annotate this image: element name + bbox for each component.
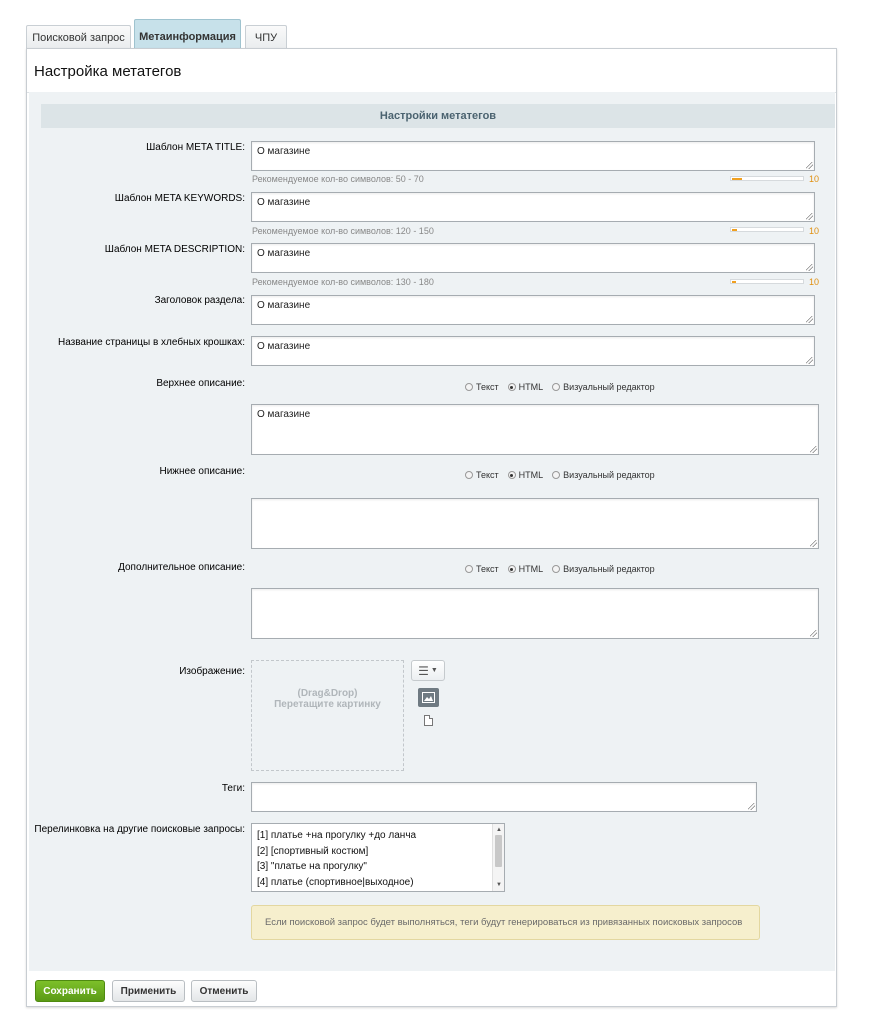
tab-label: Поисковой запрос xyxy=(32,31,125,44)
image-label: Изображение: xyxy=(179,666,245,677)
radio-text[interactable] xyxy=(465,471,473,479)
radio-text[interactable] xyxy=(465,565,473,573)
cancel-button[interactable]: Отменить xyxy=(191,980,257,1002)
radio-visual[interactable] xyxy=(552,565,560,573)
bottom-description-mode xyxy=(465,470,664,480)
mode-text-option[interactable]: Текст xyxy=(465,470,499,480)
extra-description-mode xyxy=(465,564,664,574)
linking-label: Перелинковка на другие поисковые запросы: xyxy=(34,824,245,835)
meta-title-hint: Рекомендуемое кол-во символов: 50 - 70 xyxy=(252,174,424,184)
tags-input[interactable] xyxy=(251,782,757,812)
resize-grip[interactable] xyxy=(806,357,813,364)
meta-description-input[interactable]: О магазине xyxy=(251,243,815,273)
radio-html[interactable] xyxy=(508,565,516,573)
image-dropzone[interactable] xyxy=(251,660,404,771)
dropzone-text-1: (Drag&Drop) xyxy=(297,688,358,699)
tab-label: ЧПУ xyxy=(254,31,278,44)
resize-grip[interactable] xyxy=(810,630,817,637)
meta-title-input[interactable]: О магазине xyxy=(251,141,815,171)
top-description-mode xyxy=(465,382,664,392)
meta-description-count: 10 xyxy=(809,277,820,287)
mode-html-option[interactable]: HTML xyxy=(508,564,544,574)
meta-description-hint: Рекомендуемое кол-во символов: 130 - 180 xyxy=(252,277,434,287)
meta-title-count: 10 xyxy=(809,174,820,184)
radio-text[interactable] xyxy=(465,383,473,391)
breadcrumb-name-input[interactable]: О магазине xyxy=(251,336,815,366)
top-description-editor[interactable]: О магазине xyxy=(251,404,819,455)
tab-search-query[interactable] xyxy=(26,25,131,49)
radio-visual[interactable] xyxy=(552,383,560,391)
breadcrumb-name-label: Название страницы в хлебных крошках: xyxy=(57,337,245,348)
bottom-description-editor[interactable] xyxy=(251,498,819,549)
mode-html-option[interactable]: HTML xyxy=(508,470,544,480)
image-icon xyxy=(422,692,435,703)
scroll-up-icon[interactable]: ▲ xyxy=(496,827,502,833)
section-header: Настройки метатегов xyxy=(41,104,835,128)
dropzone-text-2: Перетащите картинку xyxy=(274,699,381,710)
scroll-thumb[interactable] xyxy=(495,835,502,867)
scroll-down-icon[interactable]: ▼ xyxy=(496,882,502,888)
resize-grip[interactable] xyxy=(806,213,813,220)
resize-grip[interactable] xyxy=(810,540,817,547)
list-item[interactable]: [1] платье +на прогулку +до ланча xyxy=(257,830,417,841)
radio-html[interactable] xyxy=(508,383,516,391)
top-description-label: Верхнее описание: xyxy=(156,378,245,389)
mode-html-option[interactable]: HTML xyxy=(508,382,544,392)
meta-title-progress xyxy=(730,176,804,181)
mode-visual-option[interactable]: Визуальный редактор xyxy=(552,564,655,574)
file-icon[interactable] xyxy=(424,715,433,726)
meta-title-label: Шаблон META TITLE: xyxy=(146,142,245,153)
resize-grip[interactable] xyxy=(806,162,813,169)
radio-html[interactable] xyxy=(508,471,516,479)
mode-text-option[interactable]: Текст xyxy=(465,382,499,392)
linking-listbox[interactable] xyxy=(251,823,505,892)
apply-button[interactable]: Применить xyxy=(112,980,185,1002)
extra-description-editor[interactable] xyxy=(251,588,819,639)
listbox-scrollbar[interactable] xyxy=(492,824,504,891)
radio-visual[interactable] xyxy=(552,471,560,479)
caret-down-icon: ▼ xyxy=(430,667,438,674)
mode-visual-option[interactable]: Визуальный редактор xyxy=(552,382,655,392)
image-gallery-button[interactable] xyxy=(418,688,439,707)
panel-title: Настройка метатегов xyxy=(34,63,182,80)
meta-keywords-count: 10 xyxy=(809,226,820,236)
list-item[interactable]: [2] [спортивный костюм] xyxy=(257,845,369,857)
resize-grip[interactable] xyxy=(806,264,813,271)
meta-description-progress xyxy=(730,279,804,284)
save-button[interactable]: Сохранить xyxy=(35,980,105,1002)
extra-description-label: Дополнительное описание: xyxy=(118,562,245,573)
bottom-description-label: Нижнее описание: xyxy=(159,466,245,477)
hamburger-icon: ☰ xyxy=(418,663,429,678)
resize-grip[interactable] xyxy=(748,803,755,810)
tab-label: Метаинформация xyxy=(139,30,236,43)
resize-grip[interactable] xyxy=(810,446,817,453)
meta-keywords-hint: Рекомендуемое кол-во символов: 120 - 150 xyxy=(252,226,434,236)
resize-grip[interactable] xyxy=(806,316,813,323)
info-note: Если поисковой запрос будет выполняться, теги будут генерироваться из привязанных поисковых запросов xyxy=(251,905,760,940)
meta-keywords-progress xyxy=(730,227,804,232)
meta-keywords-label: Шаблон META KEYWORDS: xyxy=(114,193,245,204)
meta-keywords-input[interactable]: О магазине xyxy=(251,192,815,222)
section-header-label: Заголовок раздела: xyxy=(154,295,245,306)
mode-visual-option[interactable]: Визуальный редактор xyxy=(552,470,655,480)
section-header-input[interactable]: О магазине xyxy=(251,295,815,325)
tags-label: Теги: xyxy=(221,783,245,794)
list-item[interactable]: [3] "платье на прогулку" xyxy=(257,861,367,873)
meta-description-label: Шаблон META DESCRIPTION: xyxy=(104,244,245,255)
mode-text-option[interactable]: Текст xyxy=(465,564,499,574)
tab-chpu[interactable] xyxy=(245,25,287,49)
list-item[interactable]: [4] платье (спортивное|выходное) xyxy=(257,876,414,888)
image-menu-button[interactable] xyxy=(411,660,445,681)
